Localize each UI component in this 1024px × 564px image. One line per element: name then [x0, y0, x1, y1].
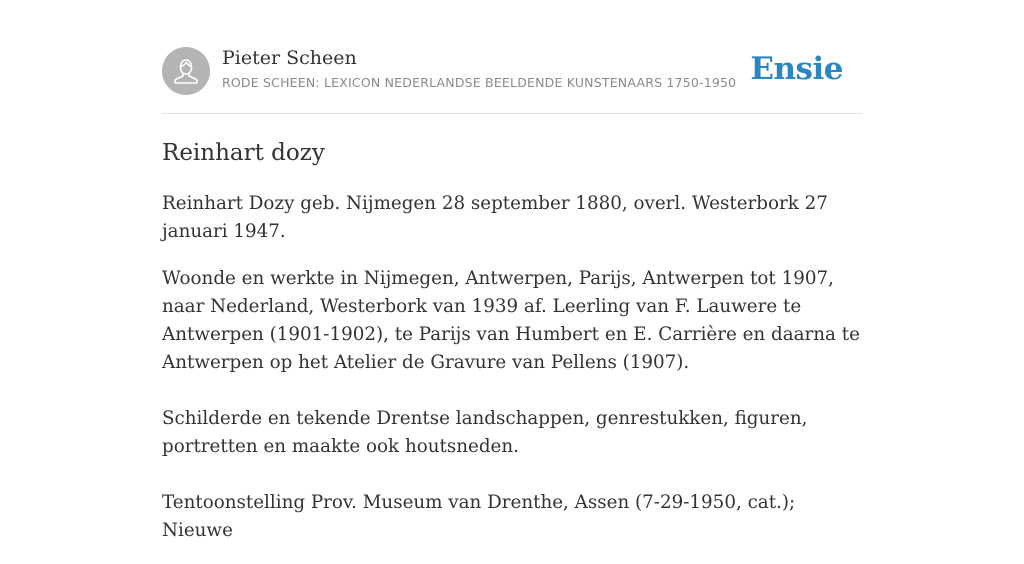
- author-name[interactable]: Pieter Scheen: [222, 47, 357, 69]
- page-title: Reinhart dozy: [162, 140, 325, 166]
- paragraph: Schilderde en tekende Drentse landschappen, genrestukken, figuren, portretten en maakte ook houtsneden.: [162, 408, 808, 457]
- article-body: [162, 190, 862, 564]
- paragraph: Tentoonstelling Prov. Museum van Drenthe, Assen (7-29-1950, cat.); Nieuwe: [162, 492, 796, 541]
- user-icon[interactable]: [162, 47, 210, 95]
- ensie-logo[interactable]: Ensie: [750, 51, 843, 87]
- paragraph: Reinhart Dozy geb. Nijmegen 28 september 1880, overl. Westerbork 27 januari 1947.: [162, 193, 828, 242]
- article-header: [162, 0, 862, 114]
- paragraph: Woonde en werkte in Nijmegen, Antwerpen, Parijs, Antwerpen tot 1907, naar Nederland, Westerbork van 1939 af. Leerling van F. Lauwere te Antwerpen (1901-1902), te Parijs van Humbert en E. Carrière en daarna te Antwerpen op het Atelier de Gravure van Pellens (1907).: [162, 268, 860, 373]
- source-label[interactable]: RODE SCHEEN: LEXICON NEDERLANDSE BEELDENDE KUNSTENAARS 1750-1950: [222, 75, 737, 90]
- article-page: [162, 0, 862, 541]
